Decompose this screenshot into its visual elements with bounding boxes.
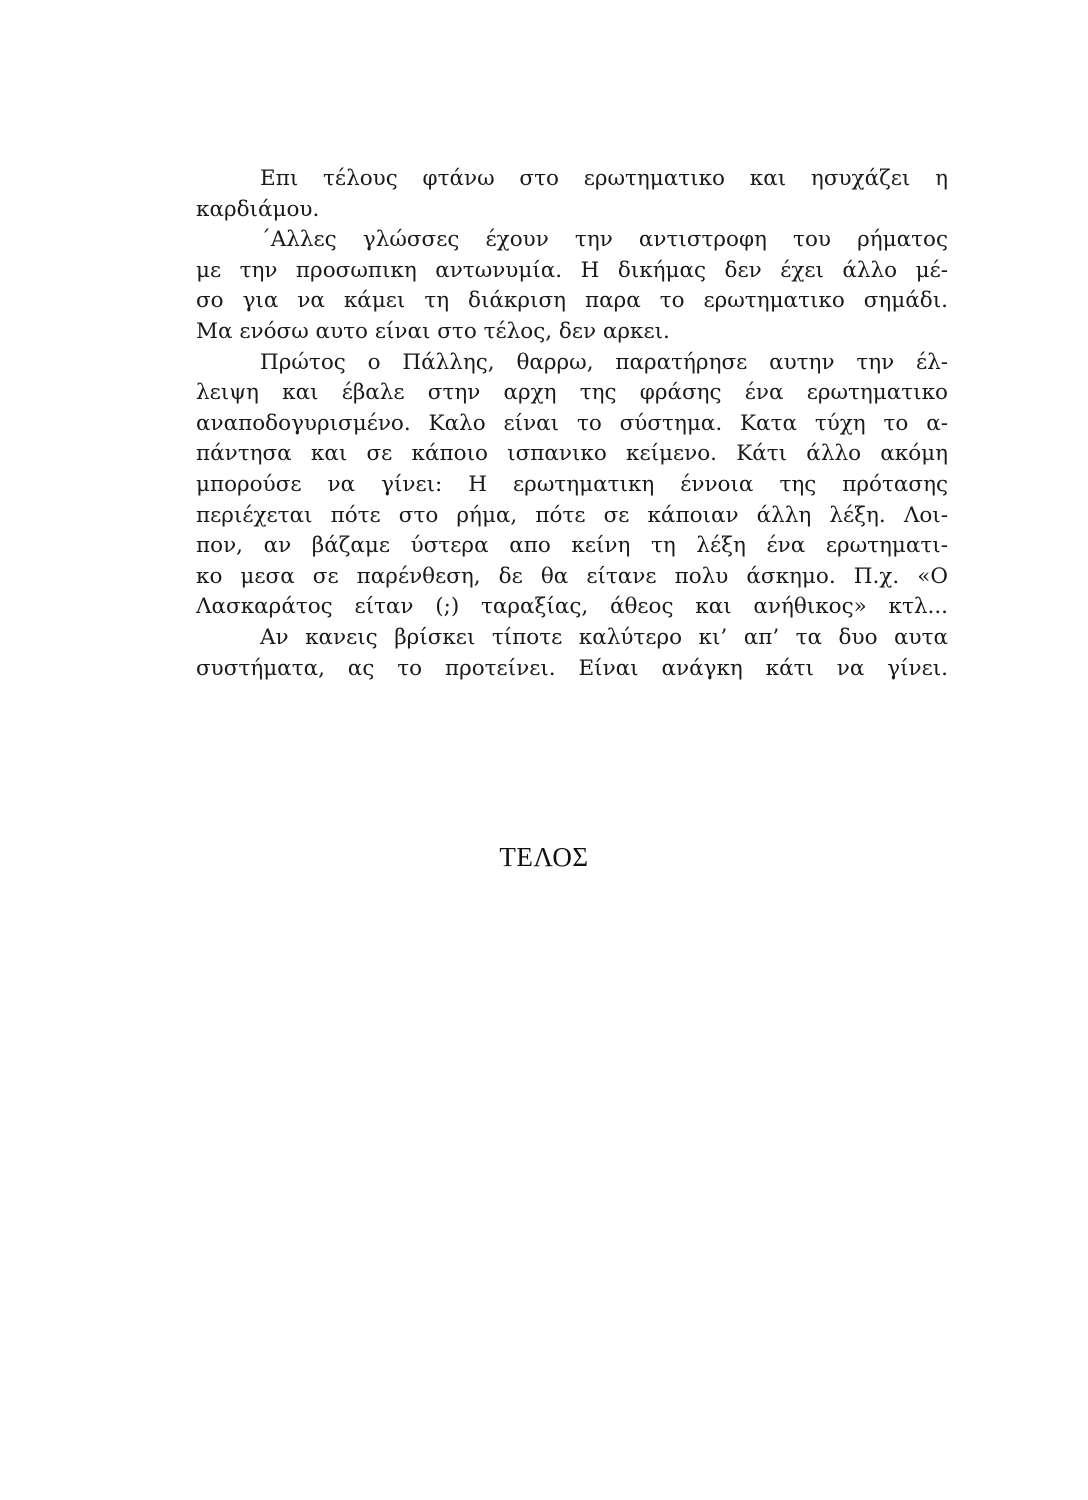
text-line: ΄Αλλες γλώσσες έχουν την αντιστροφη του ρήματος [260, 227, 948, 253]
text-line: καρδιάμου. [196, 196, 320, 222]
text-line: Μα ενόσω αυτο είναι στο τέλος, δεν αρκει. [196, 318, 670, 344]
text-line: Επι τέλους φτάνω στο ερωτηματικο και ησυχάζει η [260, 166, 948, 191]
text-line: συστήματα, ας το προτείνει. Είναι ανάγκη κάτι να γίνει. [196, 655, 948, 681]
end-title: ΤΕΛΟΣ [499, 842, 589, 872]
body-text [196, 164, 948, 684]
text-line: Λασκαράτος είταν (;) ταραξίας, άθεος και ανήθικος» κτλ... [196, 594, 948, 620]
text-line: πον, αν βάζαμε ύστερα απο κείνη τη λέξη ένα ερωτηματι- [196, 533, 948, 559]
text-line: Πρώτος ο Πάλλης, θαρρω, παρατήρησε αυτην την έλ- [260, 349, 948, 375]
text-line: περιέχεται πότε στο ρήμα, πότε σε κάποιαν άλλη λέξη. Λοι- [196, 502, 948, 528]
text-line: Αν κανεις βρίσκει τίποτε καλύτερο κι’ απ’ τα δυο αυτα [260, 624, 948, 650]
text-line: μπορούσε να γίνει: Η ερωτηματικη έννοια της πρότασης [196, 471, 948, 497]
text-line: πάντησα και σε κάποιο ισπανικο κείμενο. Κάτι άλλο ακόμη [196, 441, 948, 467]
text-line: αναποδογυρισμένο. Καλο είναι το σύστημα. Κατα τύχη το α- [196, 410, 948, 436]
text-line: με την προσωπικη αντωνυμία. Η δικήμας δεν έχει άλλο μέ- [196, 257, 948, 283]
text-line: κο μεσα σε παρένθεση, δε θα είτανε πολυ άσκημο. Π.χ. «Ο [196, 563, 948, 589]
text-line: λειψη και έβαλε στην αρχη της φράσης ένα ερωτηματικο [196, 380, 948, 406]
text-line: σο για να κάμει τη διάκριση παρα το ερωτηματικο σημάδι. [196, 288, 948, 314]
